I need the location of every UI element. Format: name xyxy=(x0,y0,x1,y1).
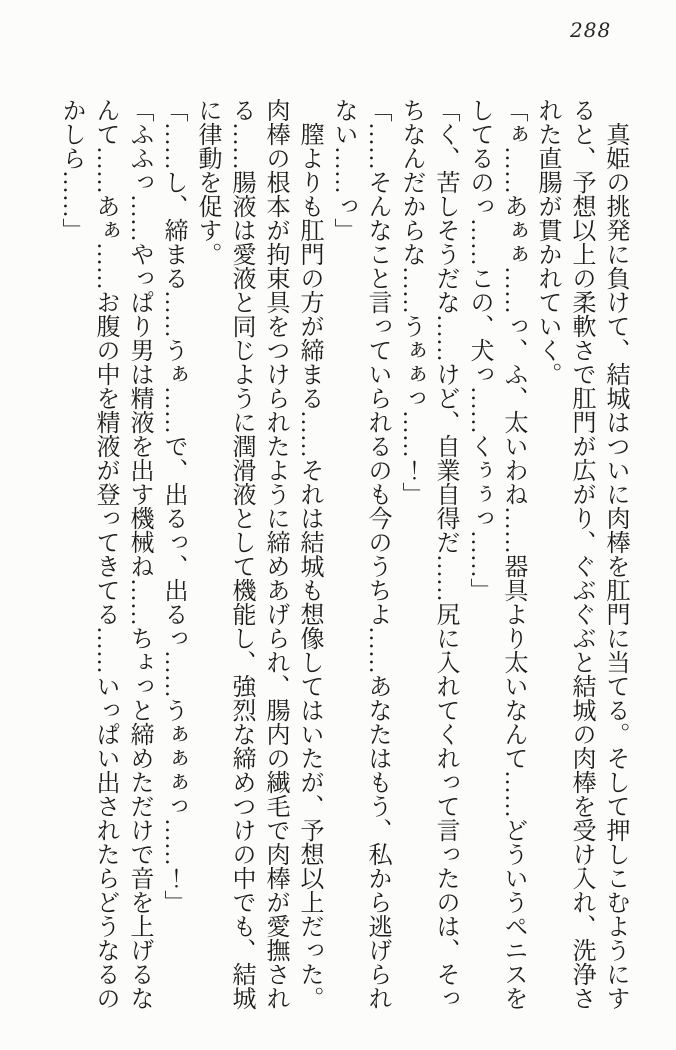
paragraph-dialogue: 「……そんなこと言っていられるのも今のうちよ……あなたはもう、私から逃げられない……っ」 xyxy=(330,98,390,1010)
text-block xyxy=(54,98,632,1010)
paragraph-narration: 真姫の挑発に負けて、結城はついに肉棒を肛門に当てる。そして押しこむようにすると、予想以上の柔軟さで肛門が広がり、ぐぶぐぶと結城の肉棒を受け入れ、洗浄された直腸が貫かれていく。 xyxy=(534,98,628,1010)
paragraph-narration: 膣よりも肛門の方が締まる……それは結城も想像してはいたが、予想以上だった。肉棒の根本が拘束具をつけられたように締めあげられ、腸内の繊毛で肉棒が愛撫される……腸液は愛液と同じように潤滑液として機能し、強烈な締めつけの中でも、結城に律動を促す。 xyxy=(194,98,322,1010)
paragraph-dialogue: 「ふふっ……やっぱり男は精液を出す機械ね……ちょっと締めただけで音を上げるなんて……あぁ……お腹の中を精液が登ってきてる……いっぱい出されたらどうなるのかしら……」 xyxy=(58,98,152,1010)
paragraph-dialogue: 「ぁ……あぁぁ……っ、ふ、太いわね……器具より太いなんて……どういうペニスをしてるのっ……この、犬っ……くぅぅっ……」 xyxy=(466,98,526,1010)
paragraph-dialogue: 「……し、締まる……うぁ……で、出るっ、出るっ……うぁぁぁっ……！」 xyxy=(160,98,186,914)
paragraph-dialogue: 「く、苦しそうだな……けど、自業自得だ……尻に入れてくれって言ったのは、そっちなんだからな……うぁぁっ……！」 xyxy=(398,98,458,1010)
page-number: 288 xyxy=(570,18,612,42)
